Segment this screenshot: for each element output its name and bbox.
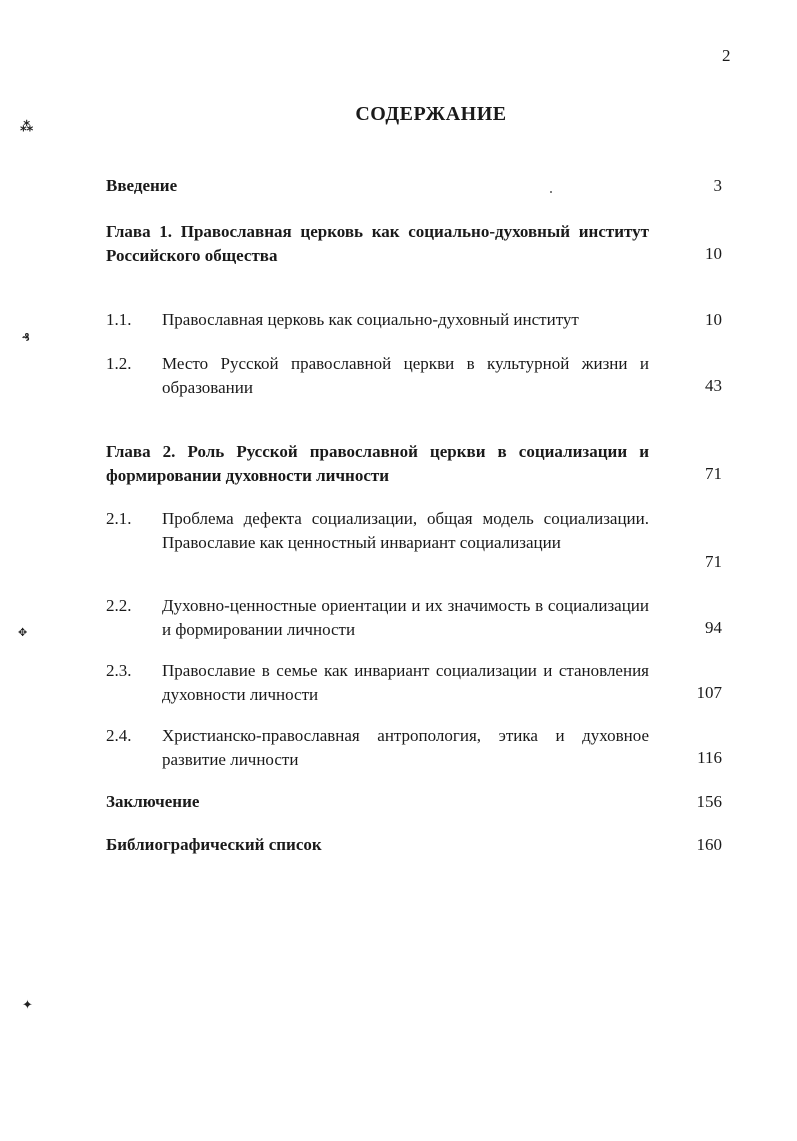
toc-entry-text: Библиографический список <box>106 835 322 854</box>
toc-entry-number: 1.1. <box>106 310 132 329</box>
toc-entry-section-1-1 <box>106 308 722 332</box>
toc-entry-page: 94 <box>705 618 722 637</box>
toc-entry-introduction <box>106 174 722 198</box>
toc-entry-number: 1.2. <box>106 354 132 373</box>
toc-entry-section-1-2 <box>106 352 722 400</box>
scan-mark-icon: ⁂ <box>20 120 34 135</box>
toc-entry-section-2-1 <box>106 507 722 579</box>
toc-entry-number: 2.2. <box>106 596 132 615</box>
toc-entry-text: Православие в семье как инвариант социализации и становления духовности личности <box>162 661 649 704</box>
toc-entry-bibliography <box>106 833 722 857</box>
toc-entry-text: Глава 1. Православная церковь как социально-духовный институт Российского общества <box>106 222 649 265</box>
toc-entry-chapter-2 <box>106 440 722 488</box>
scan-mark-icon: ✥ <box>18 626 28 639</box>
toc-entry-text: Глава 2. Роль Русской православной церкви в социализации и формировании духовности личности <box>106 442 649 485</box>
toc-entry-number: 2.3. <box>106 661 132 680</box>
scan-speck-icon <box>550 191 552 193</box>
toc-entry-text: Духовно-ценностные ориентации и их значимость в социализации и формировании личности <box>162 596 649 639</box>
toc-entry-page: 71 <box>705 552 722 571</box>
toc-entry-text: Заключение <box>106 792 200 811</box>
toc-entry-page: 160 <box>696 835 722 854</box>
toc-entry-chapter-1 <box>106 220 722 268</box>
toc-entry-text: Проблема дефекта социализации, общая модель социализации. Православие как ценностный инвариант социализации <box>162 509 649 552</box>
page-number: 2 <box>722 46 731 65</box>
toc-entry-page: 107 <box>696 683 722 702</box>
toc-entry-text: Место Русской православной церкви в культурной жизни и образовании <box>162 354 649 397</box>
toc-entry-page: 10 <box>705 244 722 263</box>
toc-entry-text: Православная церковь как социально-духовный институт <box>162 310 579 329</box>
toc-entry-page: 3 <box>713 176 722 195</box>
toc-entry-section-2-3 <box>106 659 722 707</box>
toc-entry-section-2-4 <box>106 724 722 772</box>
toc-entry-conclusion <box>106 790 722 814</box>
scan-mark-icon: ✦ <box>22 998 33 1013</box>
toc-entry-page: 43 <box>705 376 722 395</box>
toc-entry-page: 71 <box>705 464 722 483</box>
toc-entry-number: 2.4. <box>106 726 132 745</box>
toc-entry-page: 156 <box>696 792 722 811</box>
toc-entry-text: Христианско-православная антропология, этика и духовное развитие личности <box>162 726 649 769</box>
page-title: СОДЕРЖАНИЕ <box>355 103 507 125</box>
toc-entry-text: Введение <box>106 176 178 195</box>
toc-entry-page: 116 <box>697 748 722 767</box>
toc-entry-section-2-2 <box>106 594 722 642</box>
toc-entry-number: 2.1. <box>106 509 132 528</box>
scan-mark-icon: ₰ <box>22 331 30 344</box>
toc-entry-page: 10 <box>705 310 722 329</box>
